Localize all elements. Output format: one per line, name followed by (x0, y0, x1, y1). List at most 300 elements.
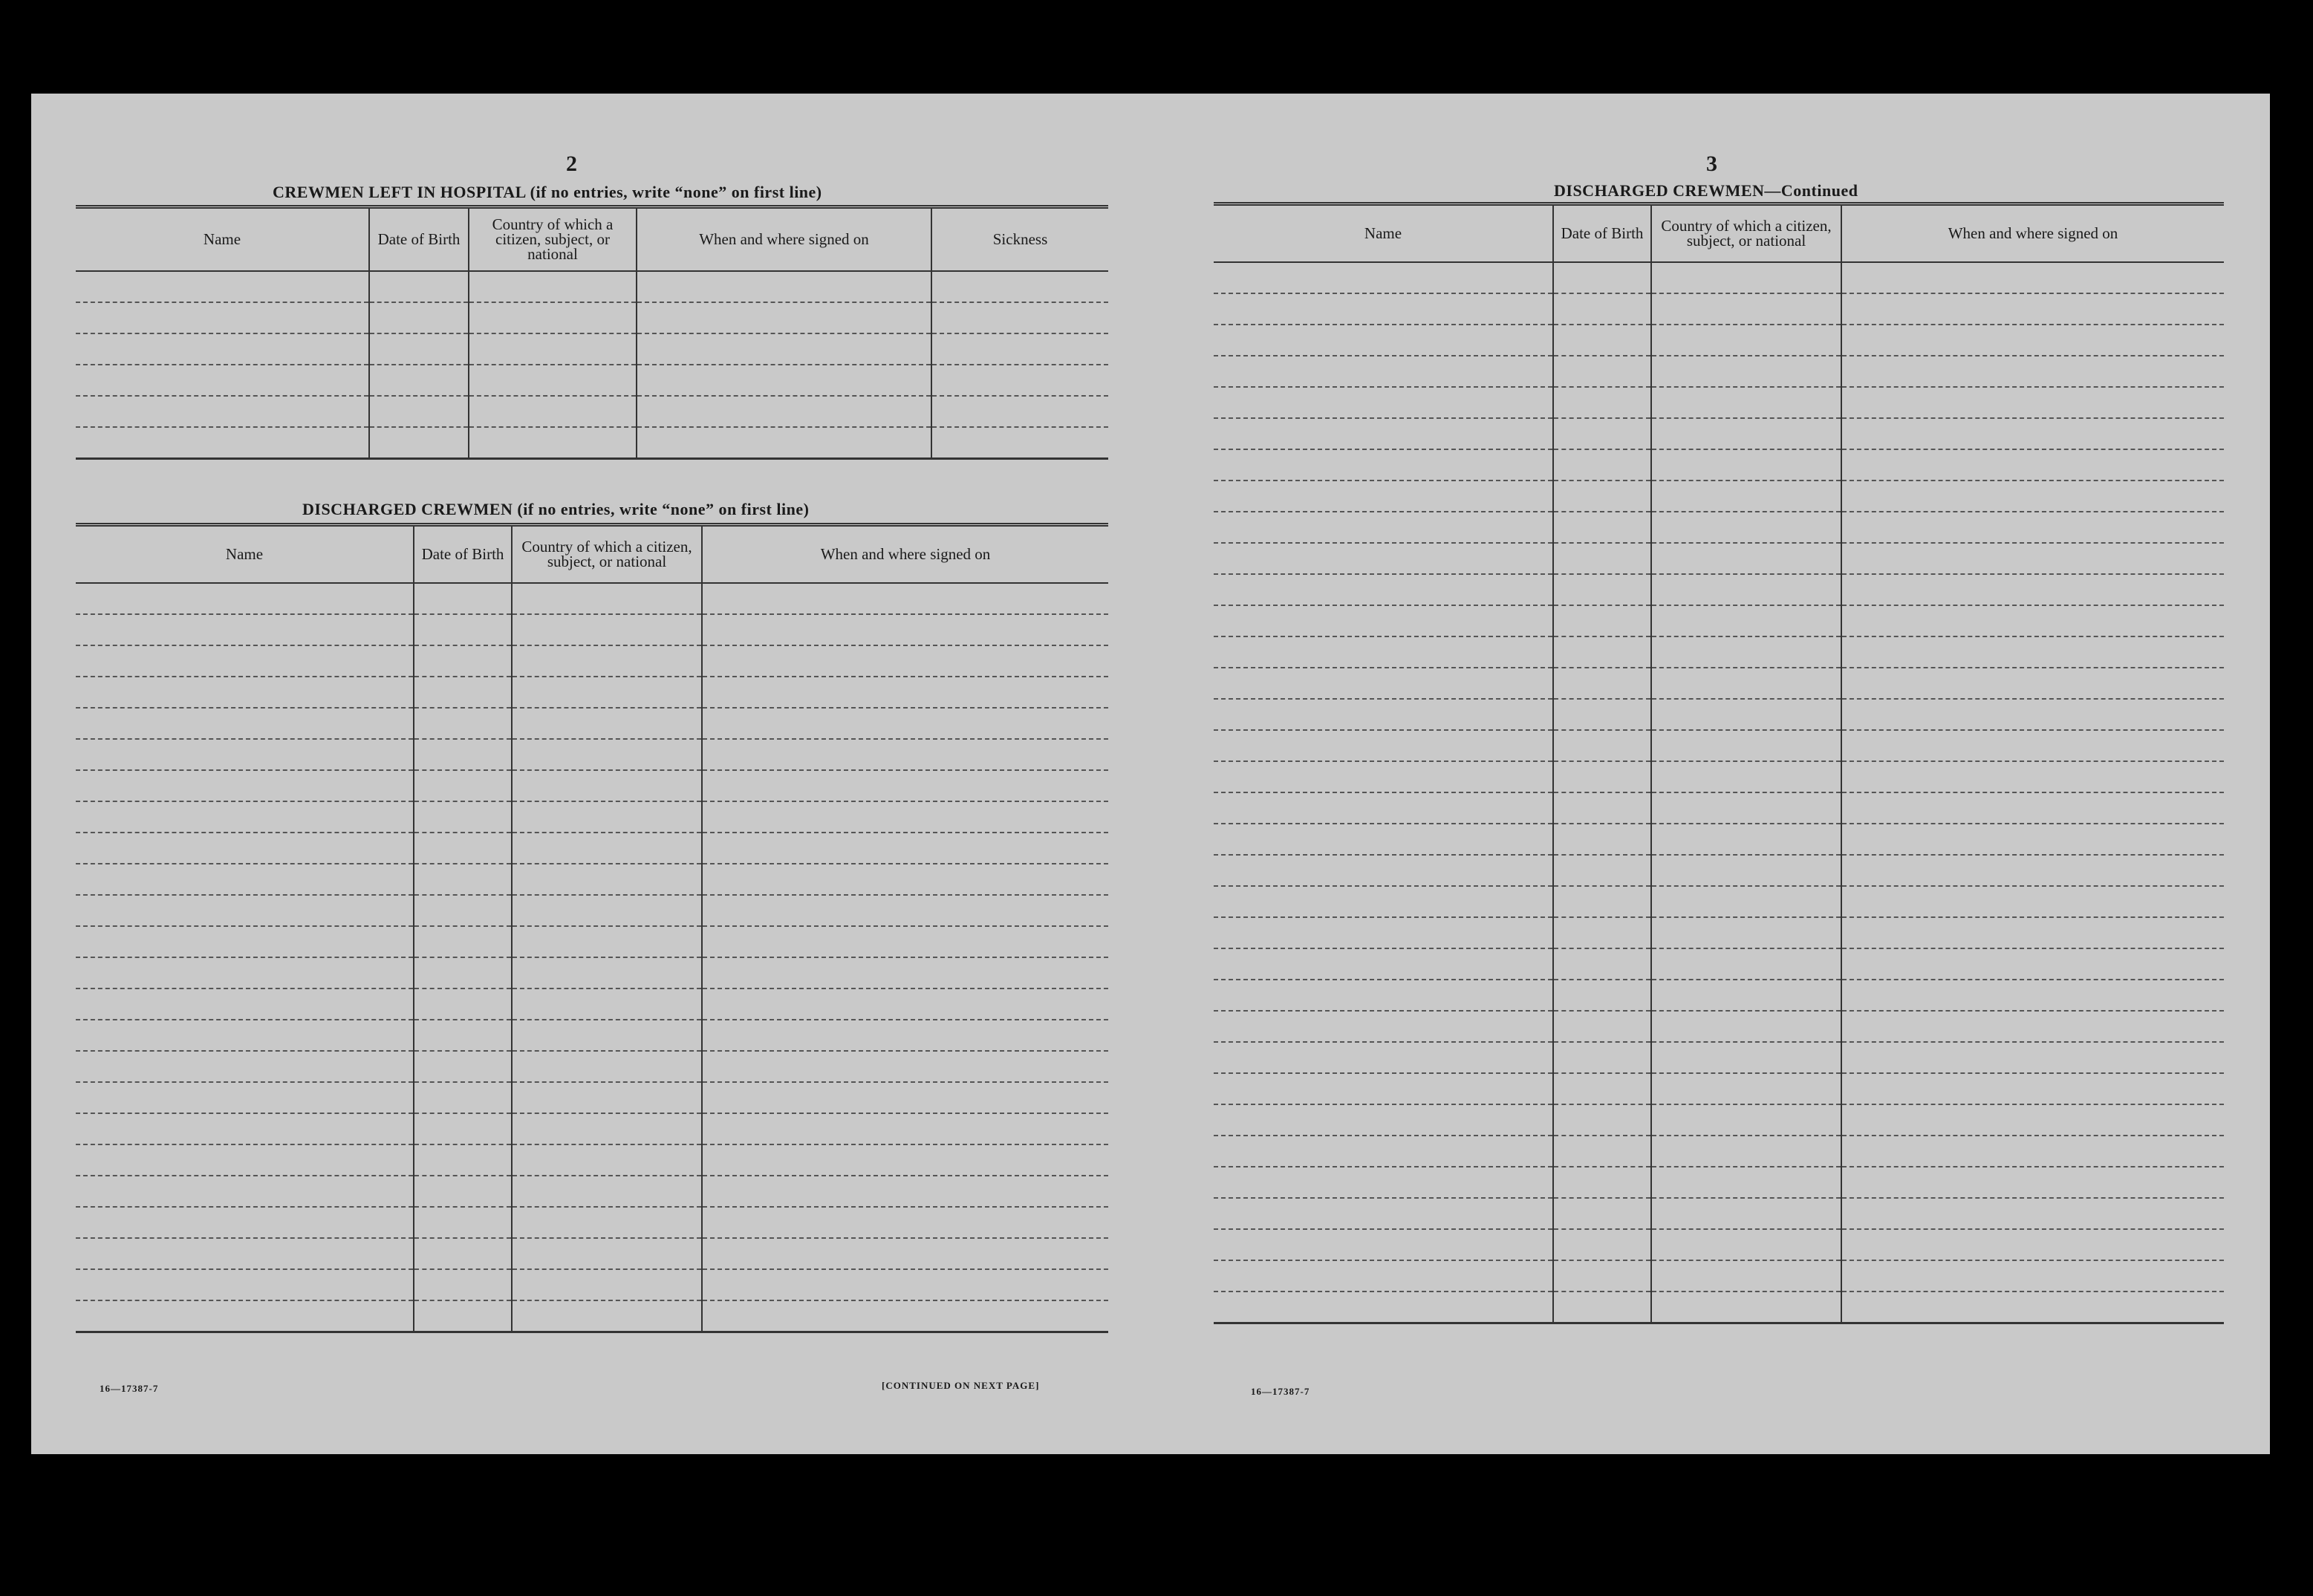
form-entry-row (76, 770, 1108, 801)
form-entry-cell (1651, 356, 1841, 387)
form-entry-cell (702, 833, 1108, 864)
form-entry-cell (1841, 761, 2224, 792)
form-entry-cell (1841, 668, 2224, 699)
form-entry-cell (1651, 481, 1841, 512)
form-entry-row (76, 895, 1108, 926)
form-entry-cell (1553, 1073, 1651, 1104)
form-entry-cell (1651, 699, 1841, 730)
form-entry-cell (1841, 512, 2224, 543)
form-entry-cell (1651, 668, 1841, 699)
form-entry-cell (1214, 855, 1553, 886)
form-entry-cell (1214, 1011, 1553, 1042)
form-entry-cell (1553, 1136, 1651, 1167)
form-entry-cell (637, 271, 931, 302)
form-entry-cell (1214, 948, 1553, 980)
form-entry-cell (1214, 1260, 1553, 1292)
form-entry-cell (1651, 1011, 1841, 1042)
form-entry-row (1214, 543, 2224, 574)
discharged-continued-table (1214, 202, 2224, 1324)
col-header-date-of-birth: Date of Birth (369, 207, 469, 271)
form-entry-cell (1214, 699, 1553, 730)
form-entry-cell (414, 1082, 512, 1113)
form-entry-row (1214, 1073, 2224, 1104)
form-entry-cell (512, 583, 702, 614)
form-entry-row (76, 1176, 1108, 1207)
form-entry-cell (1841, 543, 2224, 574)
form-entry-cell (1214, 636, 1553, 668)
form-entry-cell (512, 864, 702, 895)
form-entry-cell (414, 1144, 512, 1176)
form-entry-cell (512, 1207, 702, 1238)
form-entry-cell (637, 427, 931, 459)
form-entry-cell (1651, 855, 1841, 886)
form-entry-row (1214, 262, 2224, 293)
form-entry-cell (1651, 948, 1841, 980)
form-entry-cell (414, 864, 512, 895)
form-entry-cell (702, 708, 1108, 739)
col-header-signed-on: When and where signed on (702, 525, 1108, 583)
form-entry-cell (1553, 1104, 1651, 1136)
form-entry-cell (414, 1238, 512, 1269)
form-entry-cell (1553, 262, 1651, 293)
form-entry-cell (512, 1238, 702, 1269)
form-entry-cell (702, 770, 1108, 801)
form-entry-cell (702, 614, 1108, 645)
form-entry-cell (469, 333, 637, 365)
form-entry-cell (414, 957, 512, 988)
form-entry-cell (637, 333, 931, 365)
form-entry-cell (76, 801, 414, 833)
col-header-date-of-birth: Date of Birth (1553, 204, 1651, 262)
form-entry-cell (702, 1176, 1108, 1207)
form-entry-row (1214, 356, 2224, 387)
col-header-name: Name (1214, 204, 1553, 262)
col-header-signed-on: When and where signed on (1841, 204, 2224, 262)
form-entry-cell (512, 1300, 702, 1332)
form-entry-cell (414, 1113, 512, 1144)
col-header-date-of-birth: Date of Birth (414, 525, 512, 583)
form-entry-row (76, 396, 1108, 427)
form-entry-cell (1841, 1260, 2224, 1292)
form-entry-cell (1214, 449, 1553, 481)
form-entry-cell (1214, 1167, 1553, 1198)
form-entry-cell (1651, 824, 1841, 855)
form-entry-cell (469, 271, 637, 302)
form-entry-cell (76, 1020, 414, 1051)
form-entry-row (1214, 824, 2224, 855)
form-entry-cell (414, 1207, 512, 1238)
form-entry-cell (1214, 824, 1553, 855)
form-entry-row (1214, 917, 2224, 948)
form-entry-cell (1651, 1073, 1841, 1104)
form-entry-cell (512, 1051, 702, 1082)
form-entry-cell (414, 645, 512, 677)
form-entry-cell (76, 864, 414, 895)
form-entry-cell (1553, 980, 1651, 1011)
form-entry-cell (1651, 449, 1841, 481)
form-entry-cell (1651, 980, 1841, 1011)
form-entry-cell (702, 864, 1108, 895)
form-entry-cell (76, 1176, 414, 1207)
form-entry-row (76, 271, 1108, 302)
form-entry-cell (512, 926, 702, 957)
form-entry-row (1214, 1229, 2224, 1260)
form-entry-cell (1841, 824, 2224, 855)
form-entry-row (1214, 512, 2224, 543)
form-entry-cell (702, 1238, 1108, 1269)
form-entry-cell (1651, 761, 1841, 792)
form-entry-cell (637, 365, 931, 396)
form-entry-cell (1553, 1167, 1651, 1198)
form-entry-cell (1214, 1042, 1553, 1073)
form-entry-cell (1841, 1136, 2224, 1167)
form-entry-cell (414, 833, 512, 864)
form-entry-cell (1214, 325, 1553, 356)
form-entry-cell (931, 396, 1108, 427)
form-entry-cell (1651, 325, 1841, 356)
form-entry-cell (1214, 1073, 1553, 1104)
form-entry-cell (414, 926, 512, 957)
form-entry-cell (469, 302, 637, 333)
form-entry-row (76, 677, 1108, 708)
form-entry-cell (1841, 481, 2224, 512)
form-entry-cell (1214, 1198, 1553, 1229)
form-entry-cell (1553, 605, 1651, 636)
form-entry-cell (1651, 792, 1841, 824)
hospital-table (76, 205, 1108, 460)
form-entry-cell (414, 708, 512, 739)
form-entry-cell (1841, 262, 2224, 293)
form-entry-cell (1214, 387, 1553, 418)
form-entry-cell (1214, 543, 1553, 574)
form-entry-row (1214, 418, 2224, 449)
form-entry-cell (1841, 792, 2224, 824)
form-entry-row (1214, 449, 2224, 481)
form-entry-cell (1553, 1229, 1651, 1260)
form-entry-row (1214, 387, 2224, 418)
form-entry-cell (1651, 1260, 1841, 1292)
form-entry-row (76, 1207, 1108, 1238)
form-entry-cell (512, 1176, 702, 1207)
form-entry-cell (1214, 1104, 1553, 1136)
form-entry-cell (637, 302, 931, 333)
form-entry-cell (1553, 1042, 1651, 1073)
form-entry-row (1214, 730, 2224, 761)
form-entry-cell (76, 770, 414, 801)
form-entry-row (76, 1051, 1108, 1082)
form-entry-row (76, 864, 1108, 895)
form-entry-cell (1841, 917, 2224, 948)
col-header-name: Name (76, 207, 369, 271)
form-entry-cell (1553, 356, 1651, 387)
form-entry-cell (931, 302, 1108, 333)
form-entry-cell (1553, 325, 1651, 356)
form-entry-cell (414, 614, 512, 645)
form-entry-cell (76, 1207, 414, 1238)
form-entry-cell (1841, 356, 2224, 387)
form-entry-cell (76, 645, 414, 677)
form-entry-row (76, 801, 1108, 833)
form-entry-cell (1214, 262, 1553, 293)
form-entry-row (76, 1269, 1108, 1300)
form-entry-row (1214, 636, 2224, 668)
form-entry-row (76, 957, 1108, 988)
form-entry-cell (1651, 886, 1841, 917)
form-entry-cell (1841, 730, 2224, 761)
form-entry-row (76, 583, 1108, 614)
form-entry-cell (414, 677, 512, 708)
form-entry-cell (1841, 1167, 2224, 1198)
form-entry-cell (76, 427, 369, 459)
form-entry-cell (1651, 1198, 1841, 1229)
form-entry-cell (414, 739, 512, 770)
form-entry-cell (1214, 293, 1553, 325)
form-entry-cell (1651, 917, 1841, 948)
form-entry-cell (1553, 512, 1651, 543)
form-entry-cell (1553, 730, 1651, 761)
form-entry-cell (76, 365, 369, 396)
form-entry-row (76, 365, 1108, 396)
form-entry-cell (1651, 262, 1841, 293)
form-entry-cell (1553, 418, 1651, 449)
form-entry-cell (1214, 886, 1553, 917)
form-entry-cell (1651, 418, 1841, 449)
form-entry-cell (369, 302, 469, 333)
form-entry-row (1214, 1198, 2224, 1229)
form-entry-cell (512, 1113, 702, 1144)
form-entry-cell (1553, 1292, 1651, 1323)
form-entry-cell (469, 396, 637, 427)
form-entry-cell (1553, 481, 1651, 512)
form-entry-cell (702, 957, 1108, 988)
form-entry-cell (1841, 1292, 2224, 1323)
form-entry-cell (1553, 1260, 1651, 1292)
form-entry-row (76, 1144, 1108, 1176)
form-entry-cell (369, 365, 469, 396)
form-entry-cell (1841, 387, 2224, 418)
form-entry-cell (1841, 1104, 2224, 1136)
form-entry-row (1214, 1104, 2224, 1136)
form-entry-row (76, 1300, 1108, 1332)
form-entry-cell (76, 302, 369, 333)
form-entry-cell (76, 708, 414, 739)
form-entry-cell (469, 427, 637, 459)
form-entry-row (1214, 605, 2224, 636)
form-entry-row (1214, 980, 2224, 1011)
form-entry-cell (76, 833, 414, 864)
form-entry-cell (702, 1269, 1108, 1300)
form-entry-cell (512, 833, 702, 864)
form-entry-cell (1553, 1011, 1651, 1042)
col-header-signed-on: When and where signed on (637, 207, 931, 271)
form-entry-cell (414, 1300, 512, 1332)
form-entry-cell (1214, 917, 1553, 948)
form-entry-cell (76, 1144, 414, 1176)
form-entry-row (76, 645, 1108, 677)
form-entry-row (76, 1113, 1108, 1144)
form-entry-cell (512, 801, 702, 833)
form-entry-cell (76, 988, 414, 1020)
form-entry-cell (76, 1082, 414, 1113)
document-sheet (31, 94, 2270, 1454)
form-entry-cell (512, 677, 702, 708)
form-entry-cell (369, 271, 469, 302)
form-entry-cell (1841, 980, 2224, 1011)
form-entry-cell (76, 1113, 414, 1144)
form-entry-cell (512, 770, 702, 801)
form-entry-cell (1841, 1042, 2224, 1073)
form-entry-cell (76, 333, 369, 365)
form-entry-cell (1553, 1198, 1651, 1229)
form-entry-row (1214, 1292, 2224, 1323)
form-entry-cell (931, 427, 1108, 459)
form-entry-cell (1214, 481, 1553, 512)
form-entry-cell (369, 333, 469, 365)
form-entry-row (76, 739, 1108, 770)
form-entry-cell (702, 677, 1108, 708)
form-entry-row (1214, 761, 2224, 792)
form-entry-row (76, 1082, 1108, 1113)
form-entry-cell (702, 583, 1108, 614)
col-header-country: Country of which a citizen, subject, or national (1651, 204, 1841, 262)
form-entry-cell (702, 801, 1108, 833)
form-entry-cell (931, 333, 1108, 365)
form-entry-cell (1651, 293, 1841, 325)
form-entry-cell (1214, 792, 1553, 824)
form-entry-cell (702, 1113, 1108, 1144)
form-entry-cell (1214, 512, 1553, 543)
form-entry-cell (1651, 1136, 1841, 1167)
form-entry-cell (1841, 699, 2224, 730)
form-entry-cell (76, 1051, 414, 1082)
form-entry-cell (1553, 543, 1651, 574)
form-entry-cell (1214, 761, 1553, 792)
form-entry-cell (414, 1051, 512, 1082)
form-entry-cell (1553, 761, 1651, 792)
form-entry-cell (1553, 824, 1651, 855)
form-entry-cell (512, 645, 702, 677)
form-entry-cell (702, 988, 1108, 1020)
form-entry-cell (1841, 1229, 2224, 1260)
form-entry-cell (1553, 387, 1651, 418)
form-entry-cell (414, 895, 512, 926)
form-entry-row (1214, 1011, 2224, 1042)
form-entry-cell (512, 895, 702, 926)
form-entry-cell (76, 1269, 414, 1300)
form-entry-cell (1214, 418, 1553, 449)
form-entry-cell (512, 614, 702, 645)
form-entry-cell (76, 957, 414, 988)
form-entry-cell (76, 614, 414, 645)
form-entry-cell (1841, 636, 2224, 668)
form-entry-cell (1553, 855, 1651, 886)
form-entry-cell (1553, 917, 1651, 948)
form-entry-cell (1553, 636, 1651, 668)
form-entry-cell (1553, 293, 1651, 325)
form-entry-cell (1553, 792, 1651, 824)
form-entry-row (76, 302, 1108, 333)
form-entry-cell (512, 1020, 702, 1051)
form-entry-row (1214, 293, 2224, 325)
col-header-country: Country of which a citizen, subject, or national (469, 207, 637, 271)
form-entry-row (1214, 481, 2224, 512)
col-header-country: Country of which a citizen, subject, or national (512, 525, 702, 583)
form-entry-row (76, 1020, 1108, 1051)
form-entry-cell (76, 895, 414, 926)
form-entry-row (1214, 1042, 2224, 1073)
form-entry-cell (469, 365, 637, 396)
form-entry-cell (702, 1207, 1108, 1238)
form-entry-cell (76, 271, 369, 302)
form-entry-cell (1553, 668, 1651, 699)
form-entry-cell (702, 645, 1108, 677)
form-entry-cell (1651, 387, 1841, 418)
form-entry-cell (1841, 293, 2224, 325)
form-entry-cell (1214, 730, 1553, 761)
form-entry-cell (702, 1020, 1108, 1051)
form-entry-cell (1651, 543, 1841, 574)
form-entry-cell (1841, 1011, 2224, 1042)
form-entry-cell (1651, 636, 1841, 668)
form-entry-row (76, 427, 1108, 459)
form-entry-row (1214, 574, 2224, 605)
form-entry-cell (1553, 699, 1651, 730)
form-entry-cell (1841, 855, 2224, 886)
form-entry-cell (414, 1020, 512, 1051)
form-entry-cell (702, 1300, 1108, 1332)
form-number-left: 16—17387-7 (100, 1383, 159, 1394)
form-entry-cell (512, 1144, 702, 1176)
form-entry-cell (512, 1082, 702, 1113)
form-entry-row (76, 988, 1108, 1020)
page-number-right: 3 (1706, 152, 1717, 176)
form-entry-cell (1651, 1167, 1841, 1198)
discharged-section-title: DISCHARGED CREWMEN (if no entries, write “none” on first line) (302, 500, 810, 518)
form-entry-row (76, 708, 1108, 739)
form-entry-cell (414, 1176, 512, 1207)
form-entry-cell (76, 1300, 414, 1332)
form-entry-cell (512, 739, 702, 770)
form-entry-cell (512, 708, 702, 739)
form-entry-cell (1214, 1292, 1553, 1323)
form-entry-cell (702, 1082, 1108, 1113)
form-entry-row (1214, 792, 2224, 824)
col-header-sickness: Sickness (931, 207, 1108, 271)
form-entry-cell (512, 1269, 702, 1300)
form-entry-cell (1214, 356, 1553, 387)
form-entry-cell (1841, 948, 2224, 980)
col-header-name: Name (76, 525, 414, 583)
form-entry-cell (369, 396, 469, 427)
form-entry-row (76, 833, 1108, 864)
form-entry-cell (414, 770, 512, 801)
form-entry-cell (1651, 1292, 1841, 1323)
form-entry-cell (1214, 1229, 1553, 1260)
form-entry-cell (512, 988, 702, 1020)
form-entry-row (1214, 948, 2224, 980)
form-entry-cell (76, 396, 369, 427)
continued-note: [CONTINUED ON NEXT PAGE] (882, 1380, 1040, 1391)
form-entry-cell (1841, 325, 2224, 356)
form-entry-cell (414, 988, 512, 1020)
form-entry-cell (1841, 1073, 2224, 1104)
form-entry-cell (76, 677, 414, 708)
form-entry-row (1214, 855, 2224, 886)
form-entry-cell (1214, 574, 1553, 605)
form-entry-cell (1841, 574, 2224, 605)
form-entry-cell (931, 271, 1108, 302)
form-entry-row (76, 333, 1108, 365)
